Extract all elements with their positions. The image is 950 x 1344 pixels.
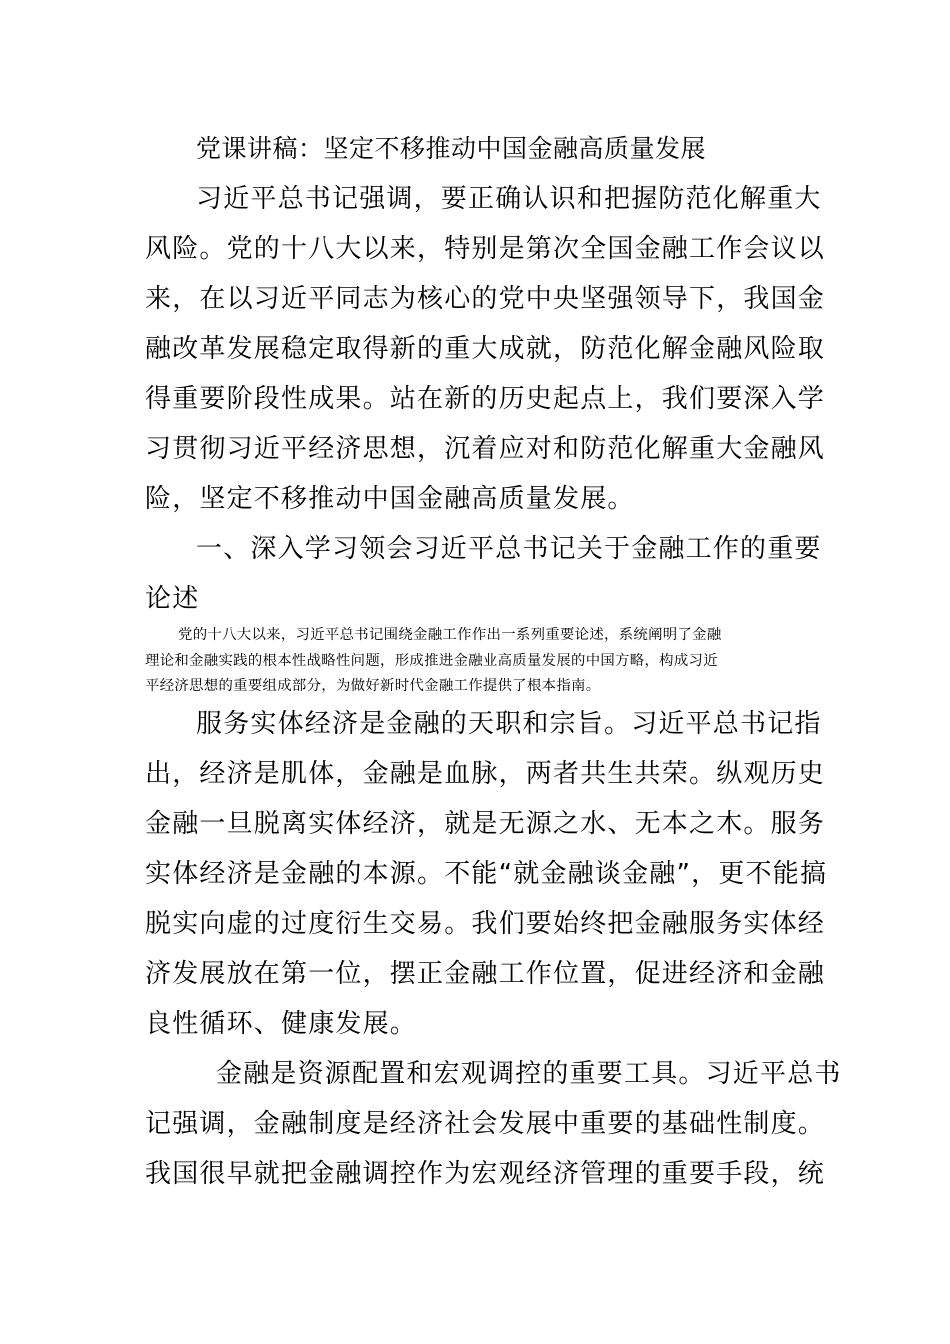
intro-line: 得重要阶段性成果。站在新的历史起点上，我们要深入学 — [145, 384, 826, 414]
small-paragraph-line: 平经济思想的重要组成部分，为做好新时代金融工作提供了根本指南。 — [145, 678, 601, 694]
intro-line: 习近平总书记强调，要正确认识和把握防范化解重大 — [196, 184, 822, 214]
body-line: 良性循环、健康发展。 — [145, 1009, 418, 1039]
intro-line: 来，在以习近平同志为核心的党中央坚强领导下，我国金 — [145, 284, 826, 314]
body-line: 出，经济是肌体，金融是血脉，两者共生共荣。纵观历史 — [145, 759, 826, 789]
small-paragraph-line: 理论和金融实践的根本性战略性问题，形成推进金融业高质量发展的中国方略，构成习近 — [145, 653, 718, 669]
intro-line: 风险。党的十八大以来，特别是第次全国金融工作会议以 — [145, 234, 826, 264]
document-title: 党课讲稿：坚定不移推动中国金融高质量发展 — [196, 134, 707, 163]
body-line: 济发展放在第一位，摆正金融工作位置，促进经济和金融 — [145, 959, 826, 989]
body-line: 金融是资源配置和宏观调控的重要工具。习近平总书 — [216, 1059, 842, 1089]
body-line: 记强调，金融制度是经济社会发展中重要的基础性制度。 — [145, 1109, 826, 1139]
body-line: 我国很早就把金融调控作为宏观经济管理的重要手段，统 — [145, 1159, 826, 1189]
body-line: 金融一旦脱离实体经济，就是无源之水、无本之木。服务 — [145, 809, 826, 839]
body-line: 脱实向虚的过度衍生交易。我们要始终把金融服务实体经 — [145, 909, 826, 939]
intro-line: 险，坚定不移推动中国金融高质量发展。 — [145, 484, 635, 514]
intro-line: 习贯彻习近平经济思想，沉着应对和防范化解重大金融风 — [145, 434, 826, 464]
section-heading: 论述 — [145, 584, 200, 614]
body-line: 实体经济是金融的本源。不能“就金融谈金融”，更不能搞 — [145, 859, 828, 889]
section-heading: 一、深入学习领会习近平总书记关于金融工作的重要 — [196, 534, 822, 564]
body-line: 服务实体经济是金融的天职和宗旨。习近平总书记指 — [196, 709, 822, 739]
small-paragraph-line: 党的十八大以来，习近平总书记围绕金融工作作出一系列重要论述，系统阐明了金融 — [178, 627, 722, 643]
intro-line: 融改革发展稳定取得新的重大成就，防范化解金融风险取 — [145, 334, 826, 364]
